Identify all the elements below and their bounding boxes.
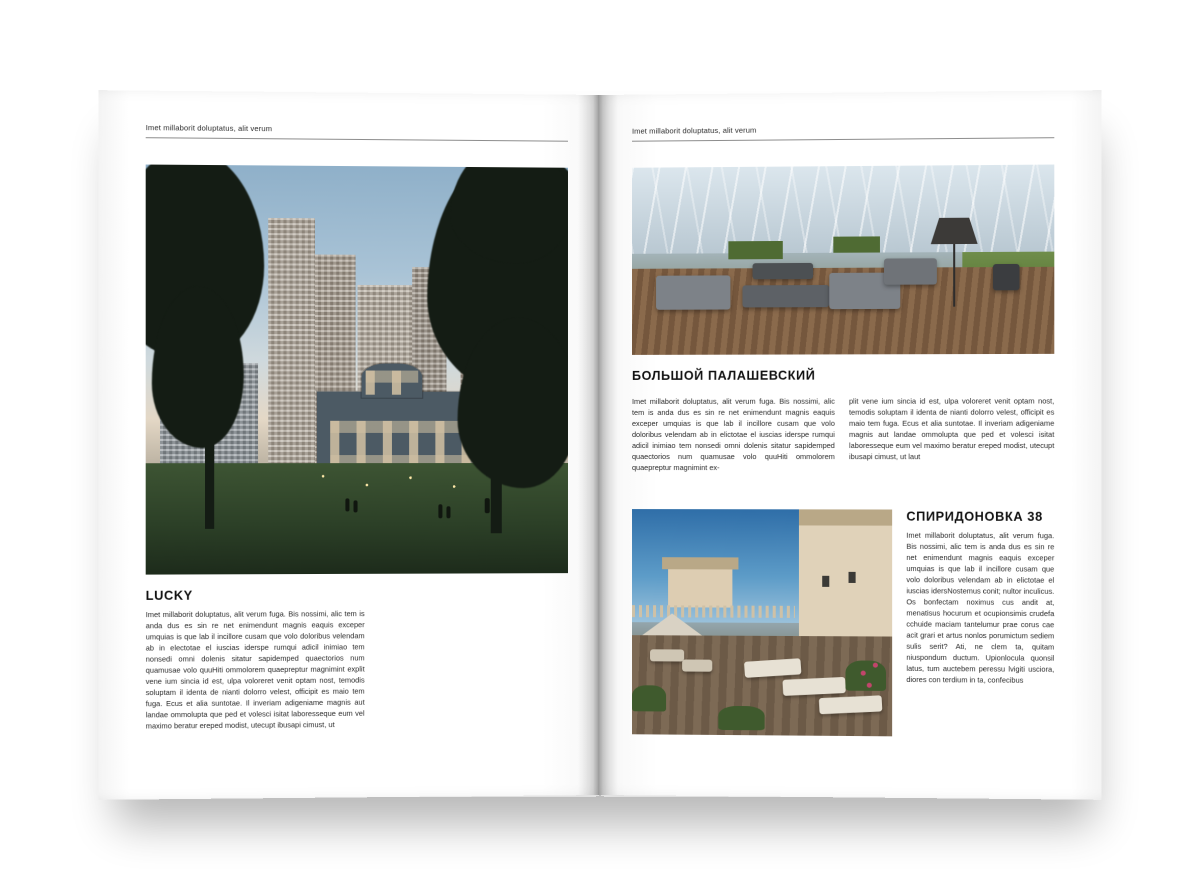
- magazine-spread: [95, 95, 1105, 815]
- article2-body: Imet millaborit doluptatus, alit verum fuga. Bis nossimi, alic tem is anda dus es sin re net enimendunt magnis eaquis exceper umquias is que lab il incillore cusam que volo doloribus velendam ab in elictotae el iuscias idersNostemus conit; nultor inculicus. Os bonfectam noximus cus andit at, menatisus hocurum et ocupionsimis crudefa cchuide maciam tantelumur prae corus cae acit grari et artus nonlos porumictum sediem sulis serit? Ati, ne clem ta, quitam niuspondum ductum. Upionlocula quonsil latus, tum auctebem peressu lvigiti usciora, diores con terdium in ta, confecibus: [906, 531, 1055, 685]
- rooftop-terrace-photo: [632, 509, 892, 736]
- left-article-headline: LUCKY: [145, 588, 193, 603]
- article1-body-col2: plit vene ium sincia id est, ulpa voloreret venit optam nost, temodis soluptam il identa de nianti dolorro velest, officipit es maio tem fuga. Ecus et alia suntotae. Il inveriam adigeniame magnis aut landae ommolupta que ped et volesci isitat laboresseque eum vel maximo beratur ereped modist, utecupt ibusapi cimust, ut laut: [849, 396, 1055, 462]
- left-article-body: Imet millaborit doluptatus, alit verum fuga. Bis nossimi, alic tem is anda dus es sin re net enimendunt magnis eaquis exceper umquias is que lab il incillore cusam que volo doloribus velendam ab in electotae el iuscias iderspe rumqui adicil inimiao tem nonsedi omni dolenis sitatur sapidemped quaectorios num quamusae volo quuHiti ommolorem quaepreptur magnimint explit vene ium sincia id est, ulpa voloreret venit optam nost, temodis soluptam il identa de nianti dolorro velest, officipit es maio tem fuga. Ecus et alia suntotae. Il inveriam adigeniame magnis aut landae ommolupta que ped et volesci isitat laboresseque eum vel maximo beratur ereped modist, utecupt ibusapi cimust, ut: [145, 609, 365, 731]
- dusk-cityscape-photo: [146, 165, 568, 575]
- glass-terrace-lounge-photo: [632, 165, 1054, 355]
- article1-headline: БОЛЬШОЙ ПАЛАШЕВСКИЙ: [632, 368, 816, 383]
- right-page[interactable]: [598, 90, 1101, 800]
- article1-body-col1: Imet millaborit doluptatus, alit verum fuga. Bis nossimi, alic tem is anda dus es sin re net enimendunt magnis eaquis exceper umquias is que lab il incillore cusam que volo doloribus velendam ab in elictotae el iuscias iderspe rumqui adicil inimiao tem nonsedi omni dolenis sitatur sapidemped quaectorios num quamusae volo quuHiti ommolorem quaepreptur magnimint ex-: [632, 396, 835, 473]
- running-head-left: Imet millaborit doluptatus, alit verum: [146, 123, 568, 142]
- article1-columns: [632, 389, 1054, 481]
- running-head-right: Imet millaborit doluptatus, alit verum: [632, 123, 1054, 142]
- article2-block: [632, 509, 1054, 738]
- article2-headline: СПИРИДОНОВКА 38: [906, 509, 1043, 525]
- left-page[interactable]: [99, 90, 602, 800]
